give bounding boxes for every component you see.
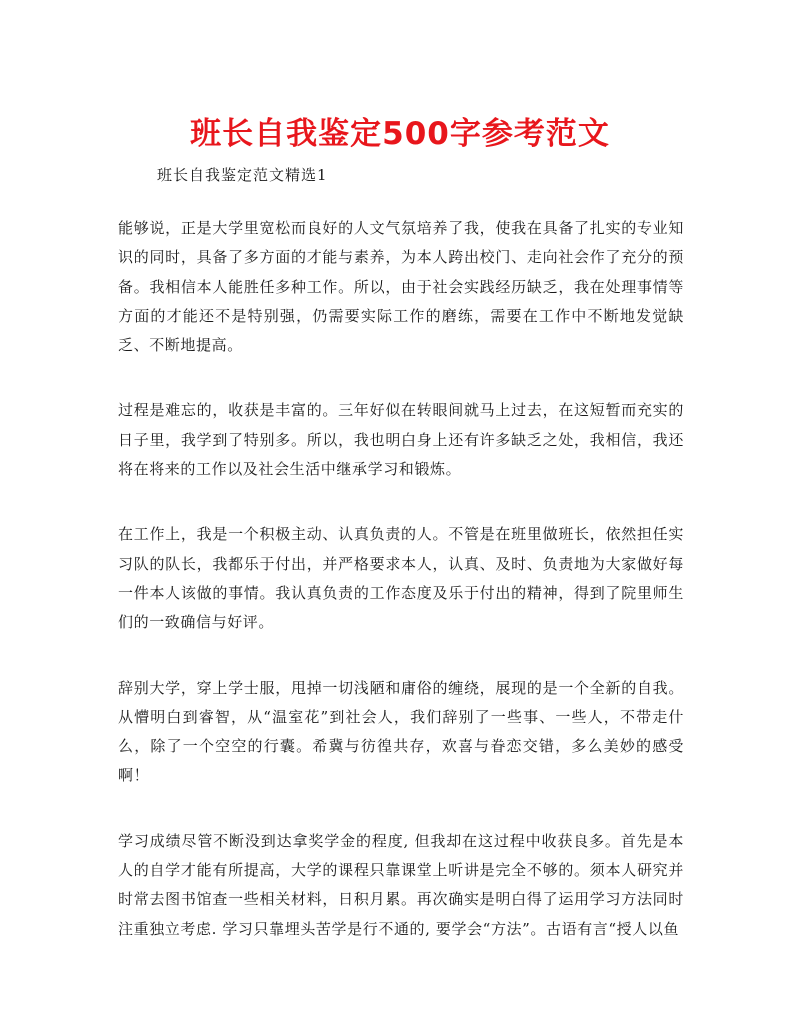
document-subtitle: 班长自我鉴定范文精选1 (157, 166, 328, 184)
paragraph-2: 过程是难忘的，收获是丰富的。三年好似在转眼间就马上过去，在这短暂而充实的日子里，我学到了特别多。所以，我也明白身上还有许多缺乏之处，我相信，我还将在将来的工作以及社会生活中继承学习和锻炼。 (118, 401, 684, 479)
document-body (118, 214, 684, 980)
paragraph-1: 能够说，正是大学里宽松而良好的人文气氛培养了我，使我在具备了扎实的专业知识的同时，具备了多方面的才能与素养，为本人跨出校门、走向社会作了充分的预备。我相信本人能胜任多种工作。所以，由于社会实践经历缺乏，我在处理事情等方面的才能还不是特别强，仍需要实际工作的磨练，需要在工作中不断地发觉缺乏、不断地提高。 (118, 219, 684, 355)
paragraph-5: 学习成绩尽管不断没到达拿奖学金的程度, 但我却在这过程中收获良多。首先是本人的自学才能有所提高，大学的课程只靠课堂上听讲是完全不够的。须本人研究并时常去图书馆查一些相关材料，日积月累。再次确实是明白得了运用学习方法同时注重独立考虑. 学习只靠埋头苦学是行不通的, 要学会“方法”。古语有言“授人以鱼 (118, 831, 684, 938)
document-title: 班长自我鉴定500字参考范文 (190, 116, 610, 152)
paragraph-4: 辞别大学，穿上学士服，甩掉一切浅陋和庸俗的缠绕，展现的是一个全新的自我。从懵明白到睿智，从“温室花”到社会人，我们辞别了一些事、一些人，不带走什么，除了一个空空的行囊。希冀与彷徨共存，欢喜与眷恋交错，多么美妙的感受啊！ (118, 678, 684, 785)
paragraph-3: 在工作上，我是一个积极主动、认真负责的人。不管是在班里做班长，依然担任实习队的队长，我都乐于付出，并严格要求本人，认真、及时、负责地为大家做好每一件本人该做的事情。我认真负责的工作态度及乐于付出的精神，得到了院里师生们的一致确信与好评。 (118, 525, 684, 632)
